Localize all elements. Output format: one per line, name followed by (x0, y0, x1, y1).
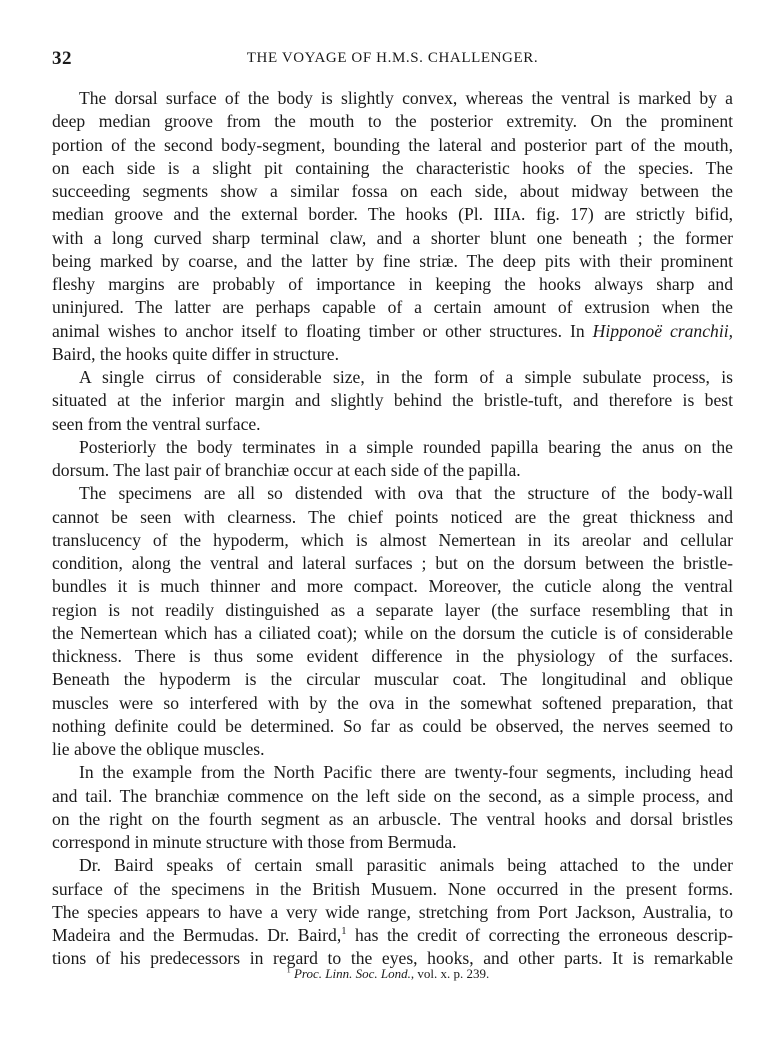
text-line: uninjured. The latter are perhaps capable of a certain amount of extrusion when the (52, 297, 733, 318)
footnote-citation-title: Proc. Linn. Soc. Lond. (293, 966, 411, 981)
text-line: and tail. The branchiæ commence on the left side on the second, as a simple process, and (52, 785, 733, 806)
paragraph (52, 87, 733, 366)
text-line: succeeding segments show a similar fossa on each side, about midway between the (52, 181, 733, 201)
text-line (52, 320, 733, 343)
text-line: thickness. There is thus some evident difference in the physiology of the surfaces. (52, 646, 733, 666)
text-line: Posteriorly the body terminates in a simple rounded papilla bearing the anus on the (79, 436, 733, 457)
text-line (52, 924, 733, 947)
footnote-reference[interactable]: 1 (341, 926, 347, 938)
text-segment: animal wishes to anchor itself to floating timber or other structures. In (52, 320, 593, 341)
paragraph (52, 482, 733, 761)
text-line: region is not readily distinguished as a separate layer (the surface resembling that in (52, 599, 733, 620)
text-line: deep median groove from the mouth to the posterior extremity. On the prominent (52, 111, 733, 132)
text-line: cannot be seen with clearness. The chief points noticed are the great thickness and (52, 506, 733, 527)
text-segment: median groove and the external border. The hooks (Pl. III (52, 204, 512, 225)
text-line: Baird, the hooks quite differ in structure. (52, 343, 339, 364)
text-line: fleshy margins are probably of importance in keeping the hooks always sharp and (52, 274, 733, 294)
page-header (52, 48, 733, 72)
text-line: portion of the second body-segment, bounding the lateral and posterior part of the mouth, (52, 134, 733, 155)
text-line: Dr. Baird speaks of certain small parasitic animals being attached to the under (79, 855, 733, 876)
text-line: with a long curved sharp terminal claw, and a shorter blunt one beneath ; the former (52, 227, 733, 248)
text-line: being marked by coarse, and the latter by fine striæ. The deep pits with their prominent (52, 250, 733, 271)
text-line: The species appears to have a very wide range, stretching from Port Jackson, Australia, to (52, 901, 733, 922)
text-line: lie above the oblique muscles. (52, 739, 265, 759)
text-line: In the example from the North Pacific there are twenty-four segments, including head (79, 762, 733, 783)
text-line: on each side is a slight pit containing the characteristic hooks of the species. The (52, 157, 733, 178)
footnote-citation-rest: , vol. x. p. 239. (410, 966, 490, 981)
text-line: correspond in minute structure with those from Bermuda. (52, 832, 457, 852)
text-segment: Madeira and the Bermudas. Dr. Baird, (52, 925, 342, 945)
text-line: the Nemertean which has a ciliated coat); while on the dorsum the cuticle is of considerable (52, 622, 733, 643)
text-line: muscles were so interfered with by the ova in the somewhat softened preparation, that (52, 692, 733, 713)
text-line: bundles it is much thinner and more compact. Moreover, the cuticle along the ventral (52, 576, 733, 597)
running-title: THE VOYAGE OF H.M.S. CHALLENGER. (246, 50, 539, 66)
text-line: surface of the specimens in the British Musuem. None occurred in the present forms. (52, 878, 733, 899)
plate-smallcaps: A (511, 208, 522, 224)
text-line: tions of his predecessors in regard to the eyes, hooks, and other parts. It is remarkable (52, 948, 733, 969)
paragraph (52, 436, 733, 483)
paragraph (52, 854, 733, 970)
text-segment: . fig. 17) are strictly bifid, (521, 204, 733, 225)
text-line: on the right on the fourth segment as an arbuscle. The ventral hooks and dorsal bristles (52, 808, 733, 829)
footnote (0, 966, 776, 982)
footnote-marker: 1 (286, 965, 291, 975)
text-line: Beneath the hypoderm is the circular muscular coat. The longitudinal and oblique (52, 669, 733, 690)
text-line: situated at the inferior margin and slightly behind the bristle-tuft, and therefore is best (52, 390, 733, 411)
text-line: condition, along the ventral and lateral surfaces ; but on the dorsum between the bristle- (52, 553, 733, 573)
text-line: dorsum. The last pair of branchiæ occur at each side of the papilla. (52, 460, 521, 480)
paragraph (52, 366, 733, 436)
text-line (52, 203, 733, 226)
paragraph (52, 761, 733, 854)
text-line: translucency of the hypoderm, which is almost Nemertean in its areolar and cellular (52, 529, 733, 550)
text-line: seen from the ventral surface. (52, 413, 261, 434)
text-line: A single cirrus of considerable size, in the form of a simple subulate process, is (79, 367, 733, 387)
text-line: The dorsal surface of the body is slightly convex, whereas the ventral is marked by a (79, 88, 733, 108)
body-text (52, 87, 733, 971)
text-segment: has the credit of correcting the erroneous descrip- (346, 925, 733, 945)
page-number: 32 (52, 48, 72, 69)
text-line: The specimens are all so distended with ova that the structure of the body-wall (79, 483, 733, 504)
species-name-italic: Hipponoë cranchii, (592, 320, 733, 341)
text-line: nothing definite could be determined. So far as could be observed, the nerves seemed to (52, 715, 733, 736)
